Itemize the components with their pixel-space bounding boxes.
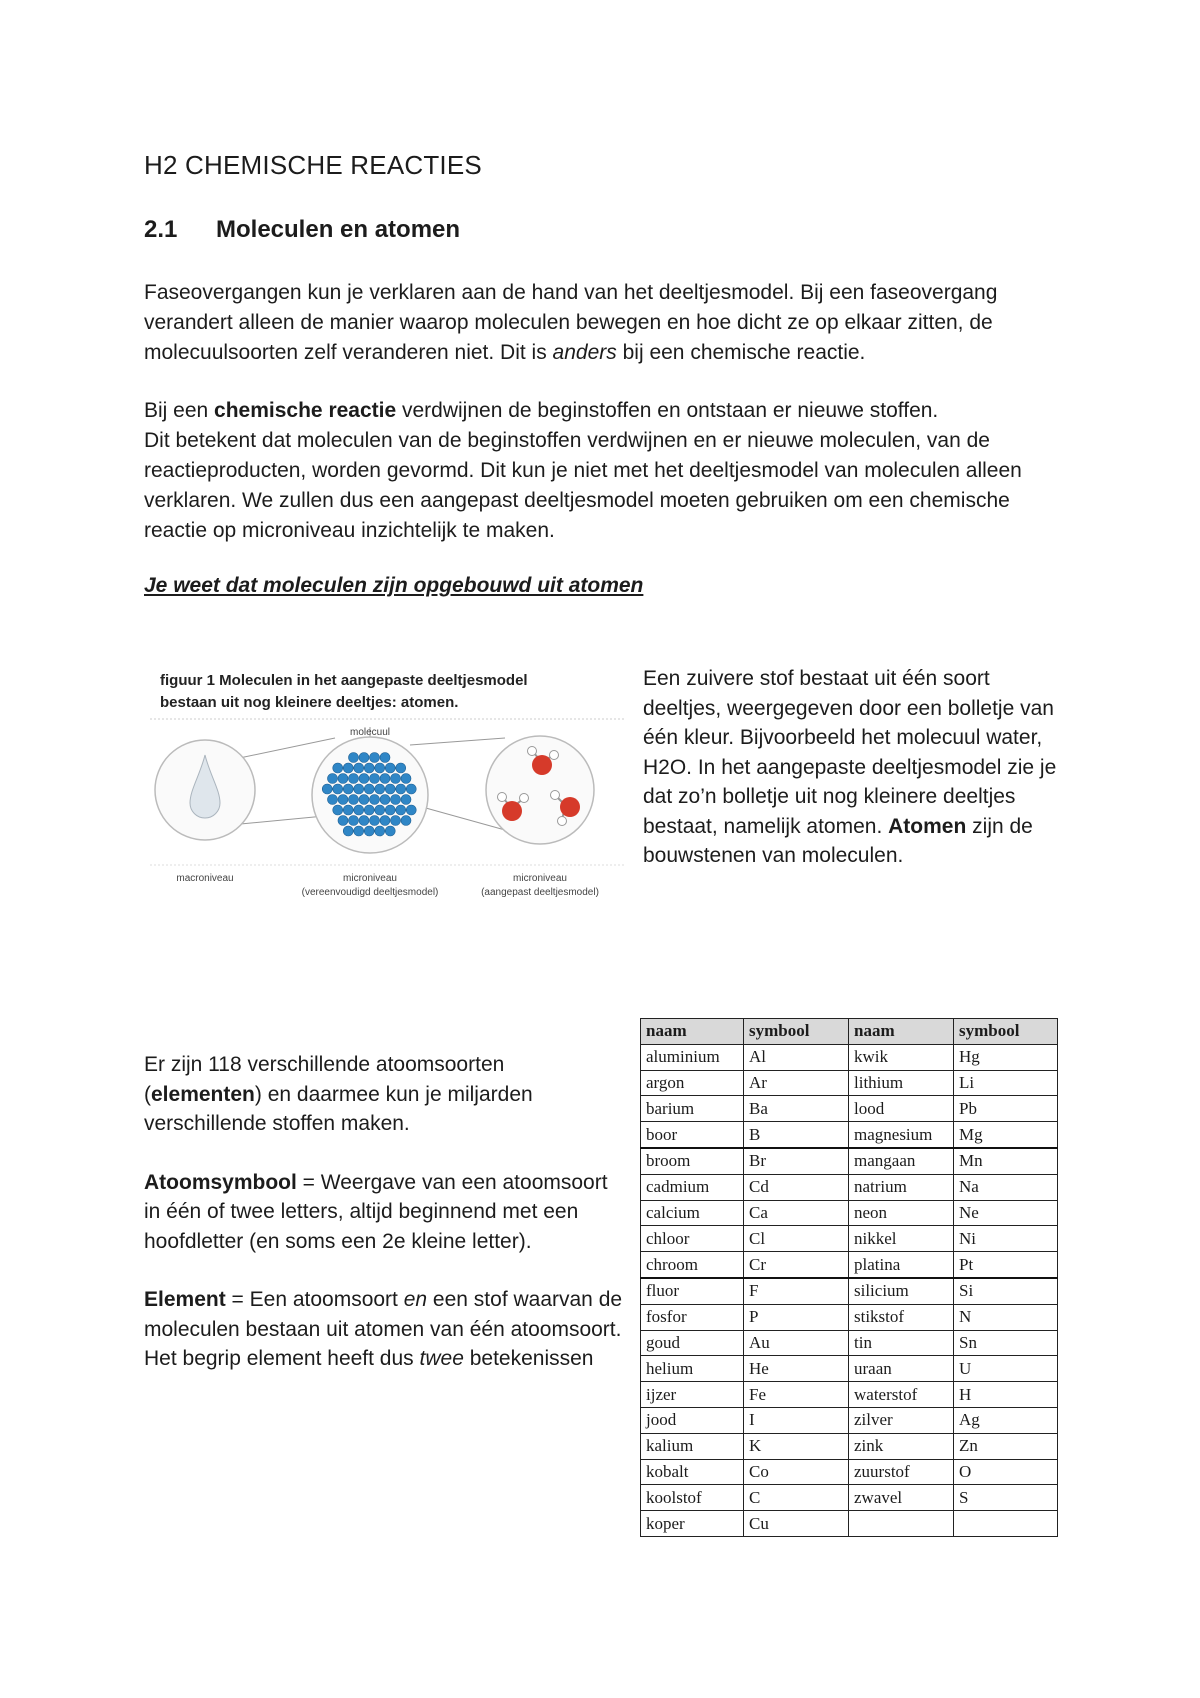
- molecule-sphere: [359, 816, 369, 826]
- table-row: [641, 1148, 1058, 1174]
- table-cell: Ne: [954, 1200, 1058, 1226]
- table-cell: O: [954, 1459, 1058, 1485]
- molecule-sphere: [391, 774, 401, 784]
- table-row: [641, 1278, 1058, 1304]
- label-microniveau-2: microniveau: [513, 873, 567, 884]
- table-cell: chroom: [641, 1252, 744, 1278]
- table-row: [641, 1044, 1058, 1070]
- table-cell: natrium: [849, 1174, 954, 1200]
- column-header: symbool: [954, 1019, 1058, 1045]
- intro-paragraph: [144, 278, 1064, 368]
- table-cell: Au: [744, 1330, 849, 1356]
- table-cell: stikstof: [849, 1304, 954, 1330]
- elements-text-1: Er zijn 118 verschillende atoomsoorten (: [144, 1053, 505, 1106]
- table-cell: magnesium: [849, 1122, 954, 1148]
- table-cell: fluor: [641, 1278, 744, 1304]
- molecule-sphere: [385, 763, 395, 773]
- label-microniveau-2-sub: (aangepast deeltjesmodel): [481, 887, 599, 898]
- molecule-sphere: [380, 795, 390, 805]
- table-cell: lood: [849, 1096, 954, 1122]
- molecule-sphere: [354, 763, 364, 773]
- molecule-sphere: [359, 753, 369, 763]
- table-cell: Hg: [954, 1044, 1058, 1070]
- figure-caption-line2: bestaan uit nog kleinere deeltjes: atomen.: [160, 694, 459, 711]
- element-symbol-table: [640, 1018, 1058, 1537]
- molecule-sphere: [364, 826, 374, 836]
- reaction-text-1: Bij een: [144, 399, 215, 422]
- table-row: [641, 1485, 1058, 1511]
- table-cell: helium: [641, 1356, 744, 1382]
- molecule-sphere: [380, 753, 390, 763]
- table-row: [641, 1304, 1058, 1330]
- table-cell: neon: [849, 1200, 954, 1226]
- section-number: 2.1: [144, 216, 178, 243]
- table-row: [641, 1252, 1058, 1278]
- table-cell: N: [954, 1304, 1058, 1330]
- molecule-sphere: [385, 784, 395, 794]
- molecule-sphere: [370, 816, 380, 826]
- table-row: [641, 1407, 1058, 1433]
- table-cell: Pb: [954, 1096, 1058, 1122]
- element-emphasis: en: [403, 1288, 428, 1311]
- element-text-2: een stof waarvan de moleculen bestaan uit atomen van één atoomsoort.: [144, 1288, 623, 1341]
- table-row: [641, 1433, 1058, 1459]
- reaction-text-2: verdwijnen de beginstoffen en ontstaan er nieuwe stoffen.: [396, 399, 939, 422]
- atoomsymbool-text: = Weergave van een atoomsoort in één of twee letters, altijd beginnend met een hoofdletter (en soms een 2e kleine letter).: [144, 1170, 608, 1253]
- molecule-figure: [150, 665, 625, 925]
- table-cell: Ba: [744, 1096, 849, 1122]
- molecule-sphere: [359, 795, 369, 805]
- molecule-sphere: [406, 805, 416, 815]
- table-cell: jood: [641, 1407, 744, 1433]
- table-cell: Cr: [744, 1252, 849, 1278]
- molecule-sphere: [338, 795, 348, 805]
- side-text-2: zijn de bouwstenen van moleculen.: [643, 814, 1033, 867]
- element-note-2: betekenissen: [463, 1347, 594, 1370]
- molecule-sphere: [380, 774, 390, 784]
- table-cell: Cl: [744, 1226, 849, 1252]
- molecule-sphere: [401, 774, 411, 784]
- table-cell: barium: [641, 1096, 744, 1122]
- molecule-sphere: [364, 784, 374, 794]
- table-cell: chloor: [641, 1226, 744, 1252]
- table-cell: nikkel: [849, 1226, 954, 1252]
- table-cell: H: [954, 1382, 1058, 1408]
- table-cell: S: [954, 1485, 1058, 1511]
- table-cell: kalium: [641, 1433, 744, 1459]
- section-title: Moleculen en atomen: [216, 216, 461, 243]
- atoomsymbool-term: Atoomsymbool: [144, 1170, 297, 1194]
- connector-line: [410, 738, 505, 745]
- molecule-sphere: [343, 784, 353, 794]
- table-row: [641, 1122, 1058, 1148]
- table-row: [641, 1330, 1058, 1356]
- molecule-sphere: [375, 784, 385, 794]
- table-cell: waterstof: [849, 1382, 954, 1408]
- reaction-text-3: Dit betekent dat moleculen van de beginstoffen verdwijnen en er nieuwe moleculen, van de reactieproducten, worden gevormd. Dit kun je niet met het deeltjesmodel van moleculen alleen verklaren. We zullen dus een aangepast deeltjesmodel moeten gebruiken om een chemische reactie op microniveau inzichtelijk te maken.: [144, 429, 1022, 542]
- table-cell: Ar: [744, 1070, 849, 1096]
- definitions-column: [144, 1050, 624, 1374]
- molecule-sphere: [396, 805, 406, 815]
- molecule-sphere: [338, 816, 348, 826]
- figure-caption-line1: figuur 1 Moleculen in het aangepaste deeltjesmodel: [160, 672, 528, 689]
- molecule-sphere: [333, 784, 343, 794]
- molecule-sphere: [370, 753, 380, 763]
- table-cell: zink: [849, 1433, 954, 1459]
- table-cell: mangaan: [849, 1148, 954, 1174]
- molecule-sphere: [333, 805, 343, 815]
- table-header-row: [641, 1019, 1058, 1045]
- table-cell: lithium: [849, 1070, 954, 1096]
- table-cell: silicium: [849, 1278, 954, 1304]
- molecule-sphere: [349, 795, 359, 805]
- intro-text-2: bij een chemische reactie.: [616, 341, 866, 364]
- molecule-sphere: [396, 763, 406, 773]
- table-cell: broom: [641, 1148, 744, 1174]
- table-cell: zuurstof: [849, 1459, 954, 1485]
- intro-emphasis: anders: [552, 341, 617, 364]
- table-cell: Co: [744, 1459, 849, 1485]
- table-cell: Mg: [954, 1122, 1058, 1148]
- table-cell: argon: [641, 1070, 744, 1096]
- table-cell: Ni: [954, 1226, 1058, 1252]
- table-cell: Br: [744, 1148, 849, 1174]
- molecule-sphere: [349, 816, 359, 826]
- table-cell: fosfor: [641, 1304, 744, 1330]
- table-cell: platina: [849, 1252, 954, 1278]
- element-text-1: = Een atoomsoort: [225, 1288, 404, 1311]
- table-cell: koper: [641, 1511, 744, 1537]
- element-term: Element: [144, 1288, 226, 1311]
- table-cell: U: [954, 1356, 1058, 1382]
- table-row: [641, 1459, 1058, 1485]
- molecule-sphere: [396, 784, 406, 794]
- molecule-sphere: [370, 774, 380, 784]
- table-cell: kobalt: [641, 1459, 744, 1485]
- table-row: [641, 1200, 1058, 1226]
- subheading: Je weet dat moleculen zijn opgebouwd uit atomen: [144, 574, 644, 597]
- table-cell: B: [744, 1122, 849, 1148]
- label-microniveau-1-sub: (vereenvoudigd deeltjesmodel): [301, 887, 439, 898]
- element-definition: [144, 1285, 624, 1374]
- table-cell: P: [744, 1304, 849, 1330]
- page-title: H2 CHEMISCHE REACTIES: [144, 150, 482, 180]
- table-cell: boor: [641, 1122, 744, 1148]
- molecule-sphere: [375, 805, 385, 815]
- molecule-sphere: [370, 795, 380, 805]
- molecule-sphere: [406, 784, 416, 794]
- molecule-sphere: [343, 763, 353, 773]
- label-molecuul: molecuul: [349, 727, 391, 738]
- table-cell: Pt: [954, 1252, 1058, 1278]
- molecule-sphere: [354, 805, 364, 815]
- table-cell: calcium: [641, 1200, 744, 1226]
- table-cell: [954, 1511, 1058, 1537]
- table-cell: cadmium: [641, 1174, 744, 1200]
- molecule-sphere: [401, 816, 411, 826]
- table-cell: Cu: [744, 1511, 849, 1537]
- molecule-sphere: [333, 763, 343, 773]
- molecule-sphere: [364, 805, 374, 815]
- elements-text-2: ) en daarmee kun je miljarden verschillende stoffen maken.: [144, 1082, 533, 1135]
- elements-term: elementen: [151, 1082, 255, 1106]
- molecule-sphere: [343, 805, 353, 815]
- molecule-sphere: [354, 784, 364, 794]
- element-note-emphasis: twee: [419, 1347, 464, 1370]
- table-cell: kwik: [849, 1044, 954, 1070]
- molecule-sphere: [359, 774, 369, 784]
- table-row: [641, 1096, 1058, 1122]
- molecule-sphere: [401, 795, 411, 805]
- table-cell: K: [744, 1433, 849, 1459]
- molecule-sphere: [354, 826, 364, 836]
- label-microniveau-1: microniveau: [343, 873, 397, 884]
- molecule-sphere: [364, 763, 374, 773]
- table-cell: Ca: [744, 1200, 849, 1226]
- table-row: [641, 1382, 1058, 1408]
- elements-paragraph: [144, 1050, 624, 1139]
- label-macroniveau: macroniveau: [176, 873, 234, 884]
- molecule-sphere: [385, 805, 395, 815]
- side-term: Atomen: [888, 814, 967, 838]
- table-cell: Na: [954, 1174, 1058, 1200]
- table-cell: tin: [849, 1330, 954, 1356]
- table-cell: Cd: [744, 1174, 849, 1200]
- table-cell: ijzer: [641, 1382, 744, 1408]
- molecule-sphere: [385, 826, 395, 836]
- molecule-sphere: [391, 795, 401, 805]
- molecule-sphere: [375, 826, 385, 836]
- reaction-term: chemische reactie: [214, 399, 397, 422]
- intro-text-1: Faseovergangen kun je verklaren aan de hand van het deeltjesmodel. Bij een faseovergang verandert alleen de manier waarop moleculen bewegen en hoe dicht ze op elkaar zitten, de molecuulsoorten zelf veranderen niet. Dit is: [144, 281, 998, 364]
- table-row: [641, 1511, 1058, 1537]
- table-cell: Fe: [744, 1382, 849, 1408]
- table-cell: C: [744, 1485, 849, 1511]
- molecule-sphere: [343, 826, 353, 836]
- table-cell: zwavel: [849, 1485, 954, 1511]
- table-cell: Ag: [954, 1407, 1058, 1433]
- table-row: [641, 1070, 1058, 1096]
- micro-circle-adjusted: [486, 736, 594, 844]
- table-cell: [849, 1511, 954, 1537]
- molecule-sphere: [380, 816, 390, 826]
- section-heading: [144, 216, 460, 244]
- table-row: [641, 1174, 1058, 1200]
- table-cell: Zn: [954, 1433, 1058, 1459]
- table-cell: goud: [641, 1330, 744, 1356]
- table-cell: Al: [744, 1044, 849, 1070]
- molecule-sphere: [328, 774, 338, 784]
- molecule-sphere: [328, 795, 338, 805]
- element-note-1: Het begrip element heeft dus: [144, 1347, 420, 1370]
- table-row: [641, 1356, 1058, 1382]
- table-cell: aluminium: [641, 1044, 744, 1070]
- molecule-sphere: [375, 763, 385, 773]
- atoomsymbool-definition: [144, 1168, 624, 1257]
- connector-line: [230, 738, 335, 760]
- table-cell: F: [744, 1278, 849, 1304]
- table-row: [641, 1226, 1058, 1252]
- column-header: naam: [849, 1019, 954, 1045]
- table-cell: zilver: [849, 1407, 954, 1433]
- molecule-sphere: [338, 774, 348, 784]
- reaction-paragraph: [144, 396, 1064, 546]
- column-header: naam: [641, 1019, 744, 1045]
- side-text-1: Een zuivere stof bestaat uit één soort deeltjes, weergegeven door een bolletje van één kleur. Bijvoorbeeld het molecuul water, H2O. In het aangepaste deeltjesmodel zie je dat zo’n bolletje uit nog kleinere deeltjes bestaat, namelijk atomen.: [643, 667, 1057, 838]
- table-cell: Sn: [954, 1330, 1058, 1356]
- table-cell: koolstof: [641, 1485, 744, 1511]
- table-cell: Si: [954, 1278, 1058, 1304]
- figure-illustration: [150, 665, 625, 925]
- table-cell: I: [744, 1407, 849, 1433]
- table-cell: He: [744, 1356, 849, 1382]
- molecule-sphere: [391, 816, 401, 826]
- figure-explanation: [643, 664, 1063, 871]
- table-cell: Mn: [954, 1148, 1058, 1174]
- table-cell: uraan: [849, 1356, 954, 1382]
- molecule-sphere: [349, 753, 359, 763]
- table-cell: Li: [954, 1070, 1058, 1096]
- column-header: symbool: [744, 1019, 849, 1045]
- molecule-sphere: [349, 774, 359, 784]
- molecule-sphere: [322, 784, 332, 794]
